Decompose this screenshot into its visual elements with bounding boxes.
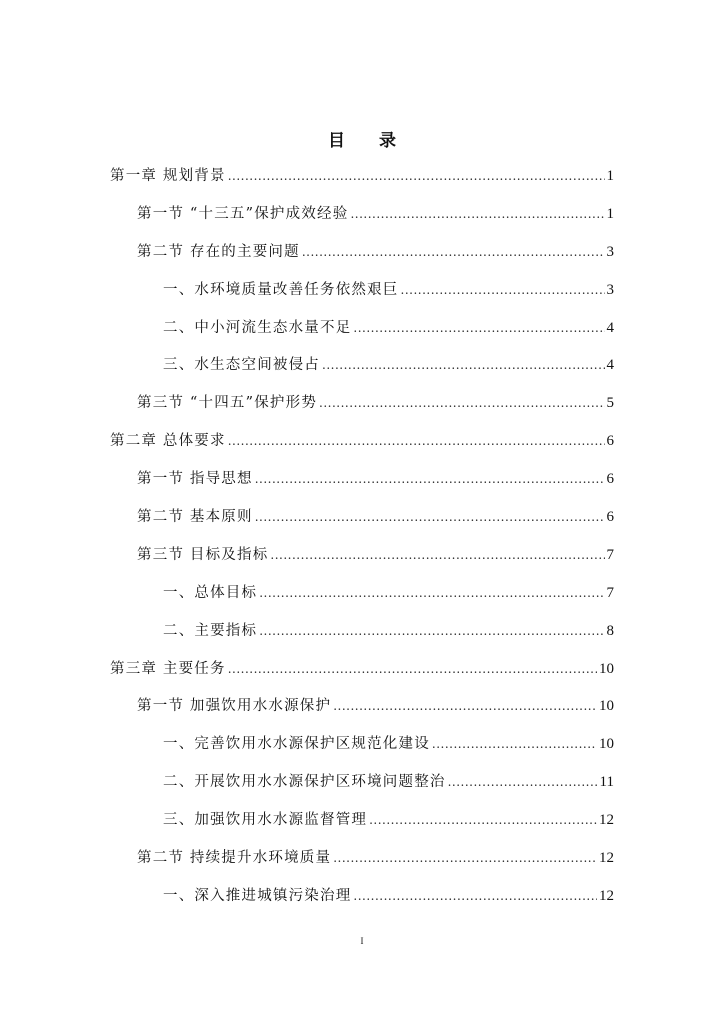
- toc-dot-leader: [259, 624, 604, 638]
- toc-entry-label: 一、深入推进城镇污染治理: [163, 887, 352, 904]
- toc-dot-leader: [319, 396, 604, 410]
- toc-entry-page-number: 12: [599, 850, 614, 867]
- toc-entry[interactable]: [110, 202, 614, 240]
- toc-entry-page-number: 11: [599, 774, 614, 791]
- toc-dot-leader: [259, 586, 604, 600]
- toc-dot-leader: [270, 548, 604, 562]
- toc-dot-leader: [353, 889, 597, 903]
- toc-dot-leader: [350, 207, 604, 221]
- toc-entry[interactable]: [110, 505, 614, 543]
- toc-entry-page-number: 6: [606, 433, 614, 450]
- toc-entry-label: 第二章 总体要求: [110, 433, 226, 450]
- toc-dot-leader: [255, 472, 605, 486]
- toc-entry-page-number: 12: [599, 887, 614, 904]
- toc-entry-page-number: 4: [606, 357, 614, 374]
- toc-entry-label: 第一章 规划背景: [110, 168, 226, 184]
- toc-entry-label: 二、开展饮用水水源保护区环境问题整治: [163, 774, 446, 791]
- toc-entry[interactable]: [110, 770, 614, 808]
- toc-dot-leader: [228, 662, 597, 676]
- toc-entry-label: 一、水环境质量改善任务依然艰巨: [163, 281, 399, 298]
- toc-entry-page-number: 3: [606, 281, 614, 298]
- toc-entry[interactable]: [110, 694, 614, 732]
- toc-entry[interactable]: [110, 846, 614, 884]
- toc-entry-label: 第三章 主要任务: [110, 660, 226, 677]
- toc-entry-page-number: 3: [606, 243, 614, 260]
- toc-entry-label: 第二节 持续提升水环境质量: [137, 850, 332, 867]
- toc-dot-leader: [228, 169, 605, 183]
- toc-entry-page-number: 8: [606, 622, 614, 639]
- toc-entry-label: 一、总体目标: [163, 584, 258, 601]
- toc-entry-page-number: 7: [606, 546, 614, 563]
- toc-entry-label: 第一节 “十三五”保护成效经验: [137, 205, 349, 222]
- toc-dot-leader: [369, 813, 597, 827]
- toc-entry-label: 第三节 目标及指标: [137, 546, 269, 563]
- toc-dot-leader: [333, 699, 597, 713]
- toc-dot-leader: [432, 737, 597, 751]
- toc-entry-label: 第二节 基本原则: [137, 509, 253, 526]
- toc-entry-page-number: 7: [606, 584, 614, 601]
- toc-entry[interactable]: [110, 278, 614, 316]
- toc-entry[interactable]: [110, 467, 614, 505]
- toc-entry-label: 二、中小河流生态水量不足: [163, 319, 352, 336]
- toc-entry-label: 第二节 存在的主要问题: [137, 243, 300, 260]
- toc-entry-page-number: 10: [599, 736, 614, 753]
- toc-entry-label: 三、加强饮用水水源监督管理: [163, 812, 368, 829]
- toc-entry-label: 二、主要指标: [163, 622, 258, 639]
- toc-dot-leader: [448, 775, 598, 789]
- toc-entry-label: 第一节 加强饮用水水源保护: [137, 698, 332, 715]
- toc-entry[interactable]: [110, 808, 614, 846]
- toc-entry-label: 第三节 “十四五”保护形势: [137, 395, 318, 412]
- toc-dot-leader: [302, 245, 605, 259]
- toc-dot-leader: [322, 358, 605, 372]
- toc-title: 目 录: [328, 131, 410, 151]
- toc-entry-label: 三、水生态空间被侵占: [163, 357, 320, 374]
- toc-list: [110, 164, 614, 922]
- toc-entry[interactable]: [110, 164, 614, 202]
- toc-entry-page-number: 6: [606, 509, 614, 526]
- toc-entry[interactable]: [110, 884, 614, 922]
- toc-entry[interactable]: [110, 619, 614, 657]
- toc-entry[interactable]: [110, 316, 614, 354]
- footer-page-number: I: [360, 936, 364, 946]
- toc-entry[interactable]: [110, 429, 614, 467]
- toc-entry-page-number: 10: [599, 698, 614, 715]
- toc-entry-page-number: 6: [606, 471, 614, 488]
- toc-entry-label: 第一节 指导思想: [137, 471, 253, 488]
- toc-entry-page-number: 10: [599, 660, 614, 677]
- toc-entry[interactable]: [110, 732, 614, 770]
- toc-entry[interactable]: [110, 353, 614, 391]
- toc-dot-leader: [255, 510, 605, 524]
- toc-entry-label: 一、完善饮用水水源保护区规范化建设: [163, 736, 430, 753]
- toc-entry-page-number: 12: [599, 812, 614, 829]
- toc-entry[interactable]: [110, 581, 614, 619]
- toc-entry[interactable]: [110, 657, 614, 695]
- toc-dot-leader: [353, 321, 604, 335]
- toc-entry[interactable]: [110, 543, 614, 581]
- toc-dot-leader: [228, 434, 605, 448]
- toc-entry-page-number: 4: [606, 319, 614, 336]
- toc-entry-page-number: 1: [606, 168, 614, 184]
- toc-entry-page-number: 5: [606, 395, 614, 412]
- toc-dot-leader: [333, 851, 597, 865]
- toc-dot-leader: [401, 283, 605, 297]
- toc-entry[interactable]: [110, 391, 614, 429]
- toc-entry-page-number: 1: [606, 205, 614, 222]
- toc-entry[interactable]: [110, 240, 614, 278]
